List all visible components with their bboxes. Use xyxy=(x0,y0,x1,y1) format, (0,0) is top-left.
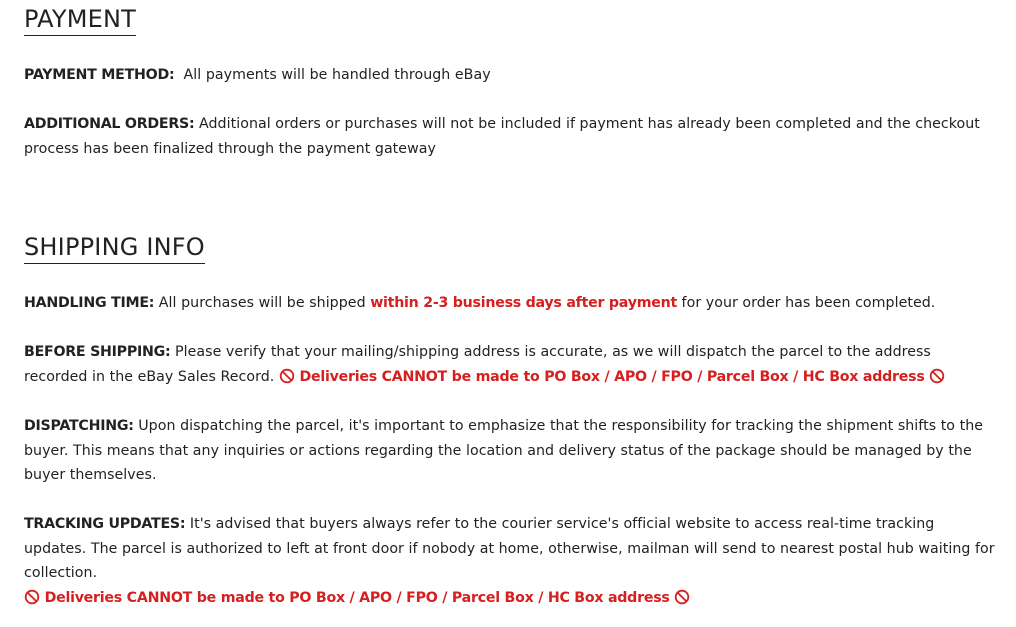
prohibited-icon xyxy=(674,589,690,605)
tracking-updates-paragraph xyxy=(24,512,996,610)
delivery-warning-text: Deliveries CANNOT be made to PO Box / APO / FPO / Parcel Box / HC Box address xyxy=(44,589,670,606)
handling-time-label: HANDLING TIME: xyxy=(24,295,155,311)
additional-orders-label: ADDITIONAL ORDERS: xyxy=(24,116,195,132)
handling-time-paragraph xyxy=(24,291,996,316)
handling-time-pre-text: All purchases will be shipped xyxy=(158,295,366,311)
additional-orders-text: Additional orders or purchases will not be included if payment has already been completed and the checkout process has been finalized through the payment gateway xyxy=(24,116,980,157)
dispatching-text: Upon dispatching the parcel, it's important to emphasize that the responsibility for tracking the shipment shifts to the buyer. This means that any inquiries or actions regarding the location and delivery status of the package should be managed by the buyer themselves. xyxy=(24,418,984,484)
payment-method-text: All payments will be handled through eBay xyxy=(183,67,491,83)
tracking-updates-label: TRACKING UPDATES: xyxy=(24,516,186,532)
additional-orders-paragraph xyxy=(24,112,996,161)
prohibited-icon xyxy=(929,368,945,384)
payment-method-paragraph xyxy=(24,63,996,88)
shipping-info-title: SHIPPING INFO xyxy=(24,232,205,264)
dispatching-paragraph xyxy=(24,414,996,488)
tracking-updates-text: It's advised that buyers always refer to the courier service's official website to access real-time tracking updates. The parcel is authorized to left at front door if nobody at home, otherwise, mailman will send to nearest postal hub waiting for collection. xyxy=(24,516,995,582)
payment-title: PAYMENT xyxy=(24,4,136,36)
handling-time-post-text: for your order has been completed. xyxy=(681,295,936,311)
delivery-warning-text: Deliveries CANNOT be made to PO Box / APO / FPO / Parcel Box / HC Box address xyxy=(299,368,925,385)
before-shipping-paragraph xyxy=(24,340,996,389)
prohibited-icon xyxy=(24,589,40,605)
before-shipping-label: BEFORE SHIPPING: xyxy=(24,344,171,360)
dispatching-label: DISPATCHING: xyxy=(24,418,134,434)
handling-time-highlight: within 2-3 business days after payment xyxy=(370,295,677,311)
prohibited-icon xyxy=(279,368,295,384)
before-shipping-text: Please verify that your mailing/shipping address is accurate, as we will dispatch the parcel to the address recorded in the eBay Sales Record. xyxy=(24,344,931,385)
payment-method-label: PAYMENT METHOD: xyxy=(24,67,175,83)
